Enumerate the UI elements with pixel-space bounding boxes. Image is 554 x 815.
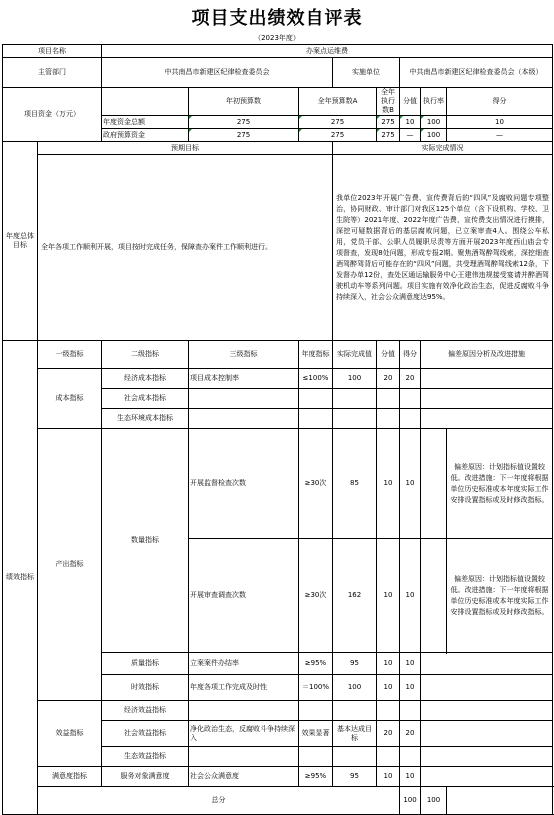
funds-h-score: 分值 xyxy=(400,88,421,116)
perf-label: 绩效指标 xyxy=(3,341,38,815)
perf-h-score: 分值 xyxy=(377,341,400,369)
row-goal-body xyxy=(3,155,553,341)
funds-row-score: 10 xyxy=(400,116,421,129)
benefit-note xyxy=(421,721,553,747)
output-actual: 85 xyxy=(333,429,377,539)
cost-target: ≤100% xyxy=(299,369,333,389)
output-actual: 95 xyxy=(333,653,377,675)
benefit-l2: 经济效益指标 xyxy=(102,701,189,721)
funds-row-budget: 275 xyxy=(299,116,377,129)
perf-h-got: 得分 xyxy=(400,341,421,369)
output-quality-l2: 质量指标 xyxy=(102,653,189,675)
goal-expected-header: 预期目标 xyxy=(38,142,333,155)
output-score: 10 xyxy=(377,653,400,675)
funds-row-budget: 275 xyxy=(299,129,377,142)
project-name-value: 办案点运维费 xyxy=(102,45,553,58)
output-score: 10 xyxy=(377,429,400,539)
cost-l1: 成本指标 xyxy=(38,369,102,429)
goal-actual-header: 实际完成情况 xyxy=(333,142,553,155)
perf-h-l2: 二级指标 xyxy=(102,341,189,369)
output-time-l2: 时效指标 xyxy=(102,675,189,701)
benefit-target: 效果显著 xyxy=(299,721,333,747)
cost-note xyxy=(421,369,553,389)
output-note xyxy=(421,653,553,675)
funds-row-exec: 275 xyxy=(377,129,400,142)
benefit-l3: 净化政治生态，反腐败斗争持续深入 xyxy=(189,721,299,747)
output-got: 10 xyxy=(400,539,421,653)
row-perf-header xyxy=(3,341,553,369)
benefit-actual: 基本达成目标 xyxy=(333,721,377,747)
funds-row-got: 10 xyxy=(447,116,553,129)
satisfaction-l3: 社会公众满意度 xyxy=(189,767,299,787)
funds-h-rate: 执行率 xyxy=(421,88,447,116)
row-total xyxy=(3,787,553,815)
cost-score: 20 xyxy=(377,369,400,389)
funds-row-name: 政府预算资金 xyxy=(102,129,189,142)
funds-h-budget: 全年预算数A xyxy=(299,88,377,116)
benefit-score: 20 xyxy=(377,721,400,747)
satisfaction-target: ≥95% xyxy=(299,767,333,787)
form-year: （2023年度） xyxy=(254,34,300,42)
evaluation-table xyxy=(2,44,553,815)
form-title: 项目支出绩效自评表 xyxy=(191,8,363,29)
funds-h-initial: 年初预算数 xyxy=(189,88,299,116)
impl-label: 实施单位 xyxy=(333,58,400,88)
row-goal-header xyxy=(3,142,553,155)
goal-label: 年度总体目标 xyxy=(3,142,38,341)
output-note xyxy=(421,675,553,701)
perf-h-target: 年度指标 xyxy=(299,341,333,369)
funds-blank xyxy=(102,88,189,116)
row-cost-economic xyxy=(3,369,553,389)
output-got: 10 xyxy=(400,429,421,539)
goal-expected: 全年各项工作顺利开展，项目按时完成任务，保障查办案件工作顺利进行。 xyxy=(38,155,333,341)
satisfaction-got: 10 xyxy=(400,767,421,787)
output-note: 偏差原因：计划指标值设置较低。改进措施：下一年度将根据单位历史标准或本年度实际工作安排设置指标或及时修改指标。 xyxy=(447,539,553,653)
satisfaction-l2: 服务对象满意度 xyxy=(102,767,189,787)
cost-l2: 社会成本指标 xyxy=(102,389,189,409)
output-actual: 100 xyxy=(333,675,377,701)
output-l3: 开展审查调查次数 xyxy=(189,539,299,653)
perf-h-note: 偏差原因分析及改进措施 xyxy=(421,341,553,369)
dept-value: 中共南昌市新建区纪律检查委员会 xyxy=(102,58,333,88)
output-note: 偏差原因：计划指标值设置较低。改进措施：下一年度将根据单位历史标准或本年度实际工作安排设置指标或及时修改指标。 xyxy=(447,429,553,539)
goal-actual: 我单位2023年开展广告费、宣传费背后的“四风”及腐败问题专项整治，协同财政、审计部门对我区125个单位（含下设机构、学校、卫生院等）2021年度、2022年度广告费、宣传费支出情况进行摸排，深挖可疑数据背后的基层腐败问题，已立案审查4人。围绕公车私用，党员干部、公职人员履职尽责等方面开展2023年度西山庙会专项督查，发现8处问题，形成专报2期。聚焦酒驾醉驾线索，深挖细查酒驾醉驾背后可能存在的“四风”问题，共受理酒驾醉驾线索12条，下发督办单12份，查处区通运输服务中心王建伟违规接受宴请并醉酒驾驶机动车等系列问题。项目实施有效净化政治生态，促进反腐败斗争持续深入，社会公众满意度达95%。 xyxy=(333,155,553,341)
cost-l3: 项目成本控制率 xyxy=(189,369,299,389)
row-funds-header xyxy=(3,88,553,116)
perf-h-actual: 实际完成值 xyxy=(333,341,377,369)
output-qty-l2: 数量指标 xyxy=(102,429,189,653)
dept-label: 主管部门 xyxy=(3,58,102,88)
output-target: ≥30次 xyxy=(299,429,333,539)
row-output-qty-1 xyxy=(3,429,553,539)
output-l3: 立案案件办结率 xyxy=(189,653,299,675)
funds-row-rate: 100 xyxy=(421,129,447,142)
output-target: ≥30次 xyxy=(299,539,333,653)
satisfaction-l1: 满意度指标 xyxy=(38,767,102,787)
project-name-label: 项目名称 xyxy=(3,45,102,58)
output-actual: 162 xyxy=(333,539,377,653)
total-got: 100 xyxy=(421,787,447,815)
row-dept xyxy=(3,58,553,88)
output-target: ＝100% xyxy=(299,675,333,701)
cost-got: 20 xyxy=(400,369,421,389)
funds-row-score: — xyxy=(400,129,421,142)
perf-h-l1: 一级指标 xyxy=(38,341,102,369)
cost-l2: 生态环境成本指标 xyxy=(102,409,189,429)
funds-h-exec: 全年执行数B xyxy=(377,88,400,116)
funds-label: 项目资金（万元） xyxy=(3,88,102,142)
output-note-spacer xyxy=(421,429,447,539)
total-label: 总分 xyxy=(38,787,400,815)
perf-h-l3: 三级指标 xyxy=(189,341,299,369)
total-note xyxy=(447,787,553,815)
satisfaction-note xyxy=(421,767,553,787)
output-l3: 开展监督检查次数 xyxy=(189,429,299,539)
funds-h-got: 得分 xyxy=(447,88,553,116)
total-score: 100 xyxy=(400,787,421,815)
funds-row-exec: 275 xyxy=(377,116,400,129)
row-satisfaction xyxy=(3,767,553,787)
cost-actual: 100 xyxy=(333,369,377,389)
cost-l2: 经济成本指标 xyxy=(102,369,189,389)
funds-row-initial: 275 xyxy=(189,129,299,142)
output-target: ≥95% xyxy=(299,653,333,675)
funds-row-got: — xyxy=(447,129,553,142)
satisfaction-actual: 95 xyxy=(333,767,377,787)
funds-row-rate: 100 xyxy=(421,116,447,129)
funds-row-initial: 275 xyxy=(189,116,299,129)
benefit-l2: 社会效益指标 xyxy=(102,721,189,747)
benefit-l1: 效益指标 xyxy=(38,701,102,767)
impl-value: 中共南昌市新建区纪律检查委员会（本级） xyxy=(400,58,553,88)
output-note-spacer xyxy=(421,539,447,653)
satisfaction-score: 10 xyxy=(377,767,400,787)
funds-row-name: 年度资金总额 xyxy=(102,116,189,129)
benefit-l2: 生态效益指标 xyxy=(102,747,189,767)
output-l1: 产出指标 xyxy=(38,429,102,701)
output-l3: 年度各项工作完成及时性 xyxy=(189,675,299,701)
benefit-got: 20 xyxy=(400,721,421,747)
output-got: 10 xyxy=(400,653,421,675)
output-score: 10 xyxy=(377,675,400,701)
output-score: 10 xyxy=(377,539,400,653)
row-benefit-economic xyxy=(3,701,553,721)
row-project-name xyxy=(3,45,553,58)
output-got: 10 xyxy=(400,675,421,701)
